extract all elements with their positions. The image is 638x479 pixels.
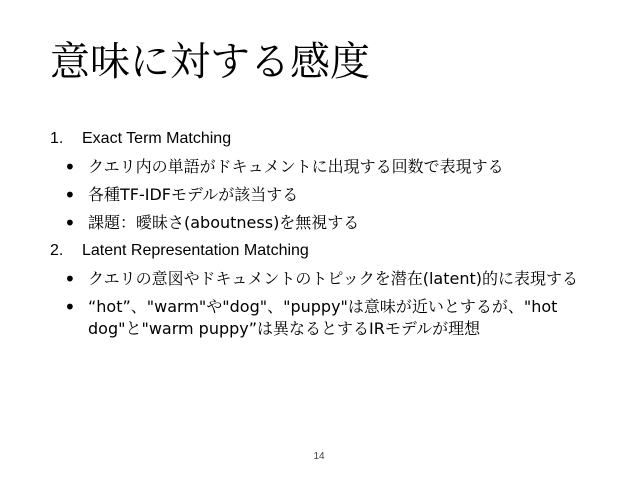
list-item-1: [50, 128, 610, 150]
sub-item-text: クエリ内の単語がドキュメントに出現する回数で表現する: [88, 157, 504, 176]
list-number: 1.: [50, 130, 64, 147]
bullet-icon: •: [64, 267, 76, 291]
list-number: 2.: [50, 242, 64, 259]
sub-item-text: 各種TF-IDFモデルが該当する: [88, 185, 299, 204]
page-number: 14: [313, 451, 325, 462]
slide-content: [50, 128, 610, 346]
sub-item: [64, 212, 610, 234]
list-label: Latent Representation Matching: [82, 242, 309, 259]
bullet-icon: •: [64, 295, 76, 319]
sub-item-text: クエリの意図やドキュメントのトピックを潜在(latent)的に表現する: [88, 269, 578, 288]
sub-item-text: “hot”、"warm"や"dog"、"puppy"は意味が近いとするが、"hot dog"と"warm puppy”は異なるとするIRモデルが理想: [88, 297, 558, 338]
bullet-icon: •: [64, 155, 76, 179]
sub-item: [64, 268, 610, 290]
sub-item: [64, 184, 610, 206]
bullet-icon: •: [64, 183, 76, 207]
sub-item: [64, 156, 610, 178]
sub-item: [64, 296, 610, 340]
list-item-2: [50, 240, 610, 262]
slide-title: 意味に対する感度: [50, 39, 370, 85]
list-label: Exact Term Matching: [82, 130, 232, 147]
sub-item-text: 課題：曖昧さ(aboutness)を無視する: [88, 213, 360, 232]
bullet-icon: •: [64, 211, 76, 235]
